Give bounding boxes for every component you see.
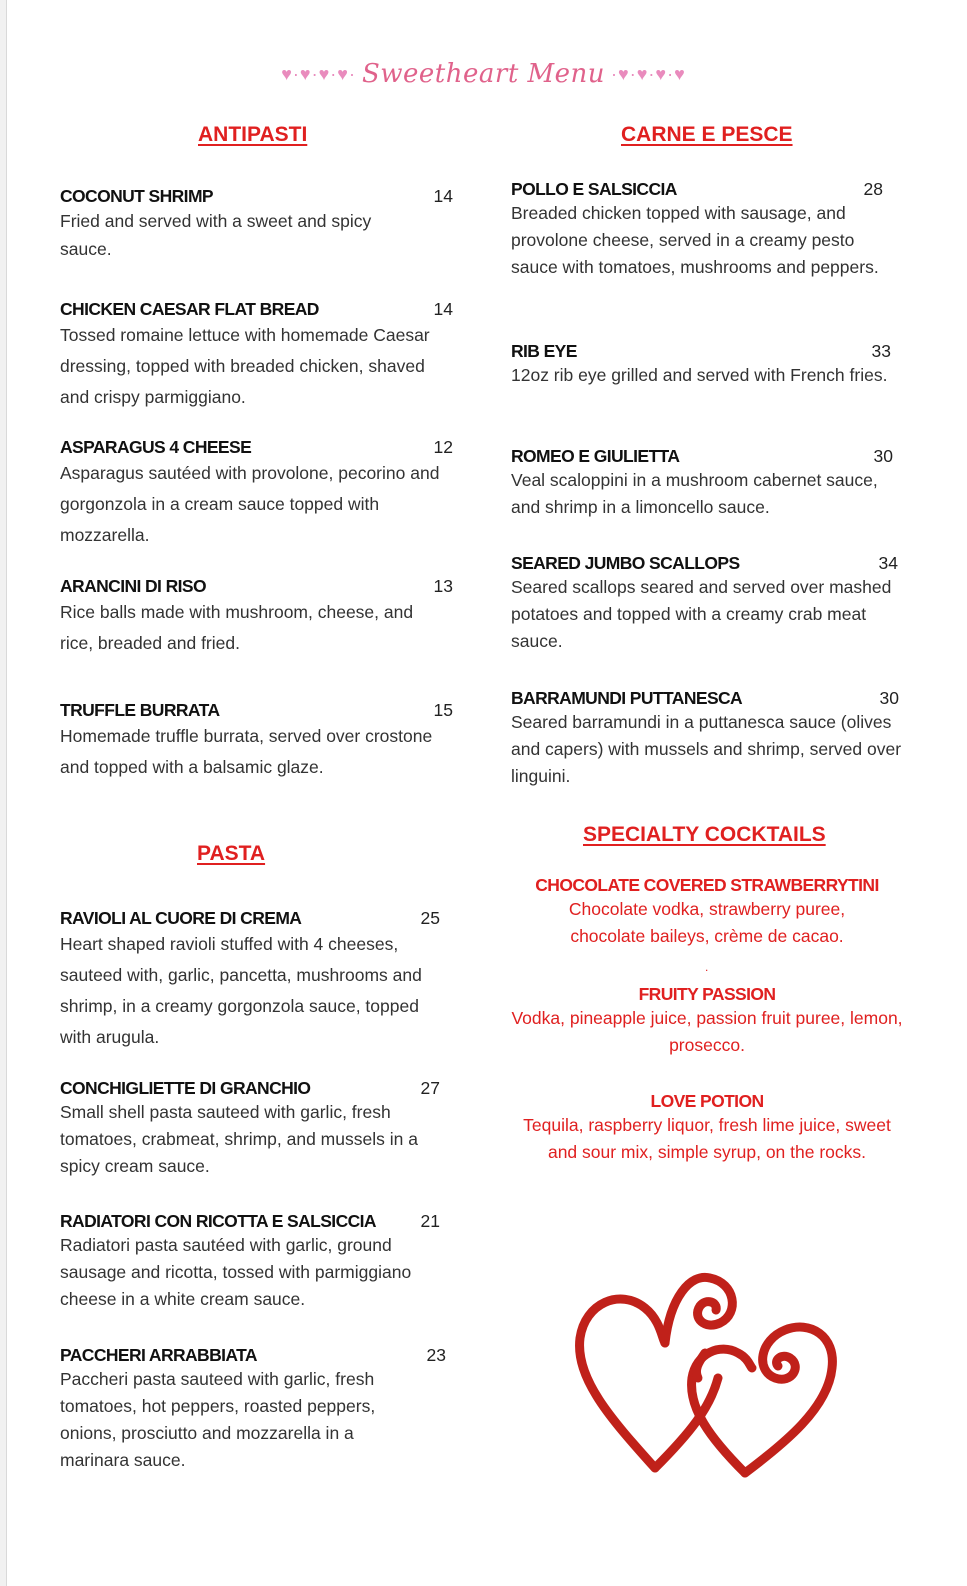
- item-description: Paccheri pasta sauteed with garlic, fresh tomatoes, hot peppers, roasted peppers, onions, prosciutto and mozzarella in a marinara sauce.: [60, 1369, 376, 1470]
- item-price: 27: [420, 1078, 440, 1098]
- menu-item: [511, 446, 893, 521]
- item-price: 15: [433, 700, 453, 720]
- menu-item: [60, 1078, 440, 1180]
- item-price: 14: [433, 186, 453, 206]
- item-price: 14: [433, 299, 453, 319]
- cocktail-item: [511, 1091, 903, 1166]
- item-price: 25: [420, 908, 440, 928]
- menu-banner: [0, 52, 967, 96]
- swirl-hearts-icon: [570, 1258, 850, 1488]
- item-description: Veal scaloppini in a mushroom cabernet sauce, and shrimp in a limoncello sauce.: [511, 470, 878, 517]
- menu-item: [511, 341, 891, 389]
- item-description: Seared barramundi in a puttanesca sauce (olives and capers) with mussels and shrimp, served over linguini.: [511, 712, 902, 786]
- menu-item: [60, 437, 453, 551]
- page-edge: [0, 0, 7, 1586]
- menu-item: [60, 576, 453, 659]
- item-description: 12oz rib eye grilled and served with French fries.: [511, 365, 888, 385]
- menu-title: Sweetheart Menu: [361, 59, 606, 89]
- item-description: Small shell pasta sauteed with garlic, fresh tomatoes, crabmeat, shrimp, and mussels in a spicy cream sauce.: [60, 1102, 418, 1176]
- banner-hearts-left: ♥·♥·♥·♥·: [281, 63, 356, 84]
- item-name: TRUFFLE BURRATA: [60, 700, 220, 720]
- specialty-cocktails-title: SPECIALTY COCKTAILS: [583, 823, 826, 846]
- item-name: RAVIOLI AL CUORE DI CREMA: [60, 908, 302, 928]
- item-name: POLLO E SALSICCIA: [511, 179, 677, 199]
- item-description: Breaded chicken topped with sausage, and provolone cheese, served in a creamy pesto sauce with tomatoes, mushrooms and peppers.: [511, 203, 879, 277]
- cocktail-description: Tequila, raspberry liquor, fresh lime juice, sweet and sour mix, simple syrup, on the rocks.: [523, 1115, 891, 1162]
- banner-hearts-right: ·♥·♥·♥·♥: [611, 63, 686, 84]
- menu-item: [60, 908, 440, 1053]
- item-name: ARANCINI DI RISO: [60, 576, 206, 596]
- cocktail-description: Vodka, pineapple juice, passion fruit puree, lemon, prosecco.: [511, 1008, 903, 1055]
- item-description: Rice balls made with mushroom, cheese, and rice, breaded and fried.: [60, 602, 414, 653]
- pasta-title: PASTA: [197, 842, 266, 865]
- item-price: 23: [426, 1345, 446, 1365]
- item-name: ROMEO E GIULIETTA: [511, 446, 680, 466]
- item-price: 21: [420, 1211, 440, 1231]
- cocktail-item: [511, 875, 903, 950]
- item-name: CHICKEN CAESAR FLAT BREAD: [60, 299, 319, 319]
- item-description: Asparagus sautéed with provolone, pecorino and gorgonzola in a cream sauce topped with mozzarella.: [60, 463, 440, 545]
- item-name: RADIATORI CON RICOTTA E SALSICCIA: [60, 1211, 376, 1231]
- item-price: 13: [433, 576, 453, 596]
- item-price: 28: [863, 179, 883, 199]
- menu-item: [511, 553, 898, 655]
- item-description: Tossed romaine lettuce with homemade Caesar dressing, topped with breaded chicken, shaved and crispy parmiggiano.: [60, 325, 430, 407]
- menu-item: [60, 1211, 440, 1313]
- item-price: 12: [433, 437, 453, 457]
- item-name: COCONUT SHRIMP: [60, 186, 213, 206]
- cocktail-description: Chocolate vodka, strawberry puree, chocolate baileys, crème de cacao.: [568, 899, 846, 946]
- item-description: Radiatori pasta sautéed with garlic, ground sausage and ricotta, tossed with parmiggiano cheese in a white cream sauce.: [60, 1235, 412, 1309]
- item-description: Heart shaped ravioli stuffed with 4 cheeses, sauteed with, garlic, pancetta, mushrooms and shrimp, in a creamy gorgonzola sauce, topped with arugula.: [60, 934, 422, 1047]
- item-description: Fried and served with a sweet and spicy sauce.: [60, 211, 372, 259]
- antipasti-title: ANTIPASTI: [198, 123, 308, 146]
- menu-item: [60, 299, 453, 413]
- item-name: RIB EYE: [511, 341, 577, 361]
- carne-e-pesce-title: CARNE E PESCE: [621, 123, 793, 146]
- separator-dot: .: [705, 960, 709, 974]
- item-name: SEARED JUMBO SCALLOPS: [511, 553, 740, 573]
- menu-item: [60, 700, 453, 783]
- item-name: BARRAMUNDI PUTTANESCA: [511, 688, 743, 708]
- item-description: Homemade truffle burrata, served over crostone and topped with a balsamic glaze.: [60, 726, 433, 777]
- cocktail-name: LOVE POTION: [650, 1091, 764, 1111]
- item-name: PACCHERI ARRABBIATA: [60, 1345, 257, 1365]
- cocktail-name: CHOCOLATE COVERED STRAWBERRYTINI: [535, 875, 879, 895]
- item-price: 30: [879, 688, 899, 708]
- item-name: ASPARAGUS 4 CHEESE: [60, 437, 252, 457]
- menu-item: [511, 688, 902, 790]
- cocktail-item: [511, 984, 903, 1059]
- menu-item: [511, 179, 883, 281]
- item-description: Seared scallops seared and served over mashed potatoes and topped with a creamy crab meat sauce.: [511, 577, 892, 651]
- cocktail-name: FRUITY PASSION: [638, 984, 776, 1004]
- item-name: CONCHIGLIETTE DI GRANCHIO: [60, 1078, 311, 1098]
- item-price: 33: [871, 341, 891, 361]
- item-price: 34: [878, 553, 898, 573]
- menu-item: [60, 1345, 446, 1474]
- menu-item: [60, 186, 453, 263]
- item-price: 30: [873, 446, 893, 466]
